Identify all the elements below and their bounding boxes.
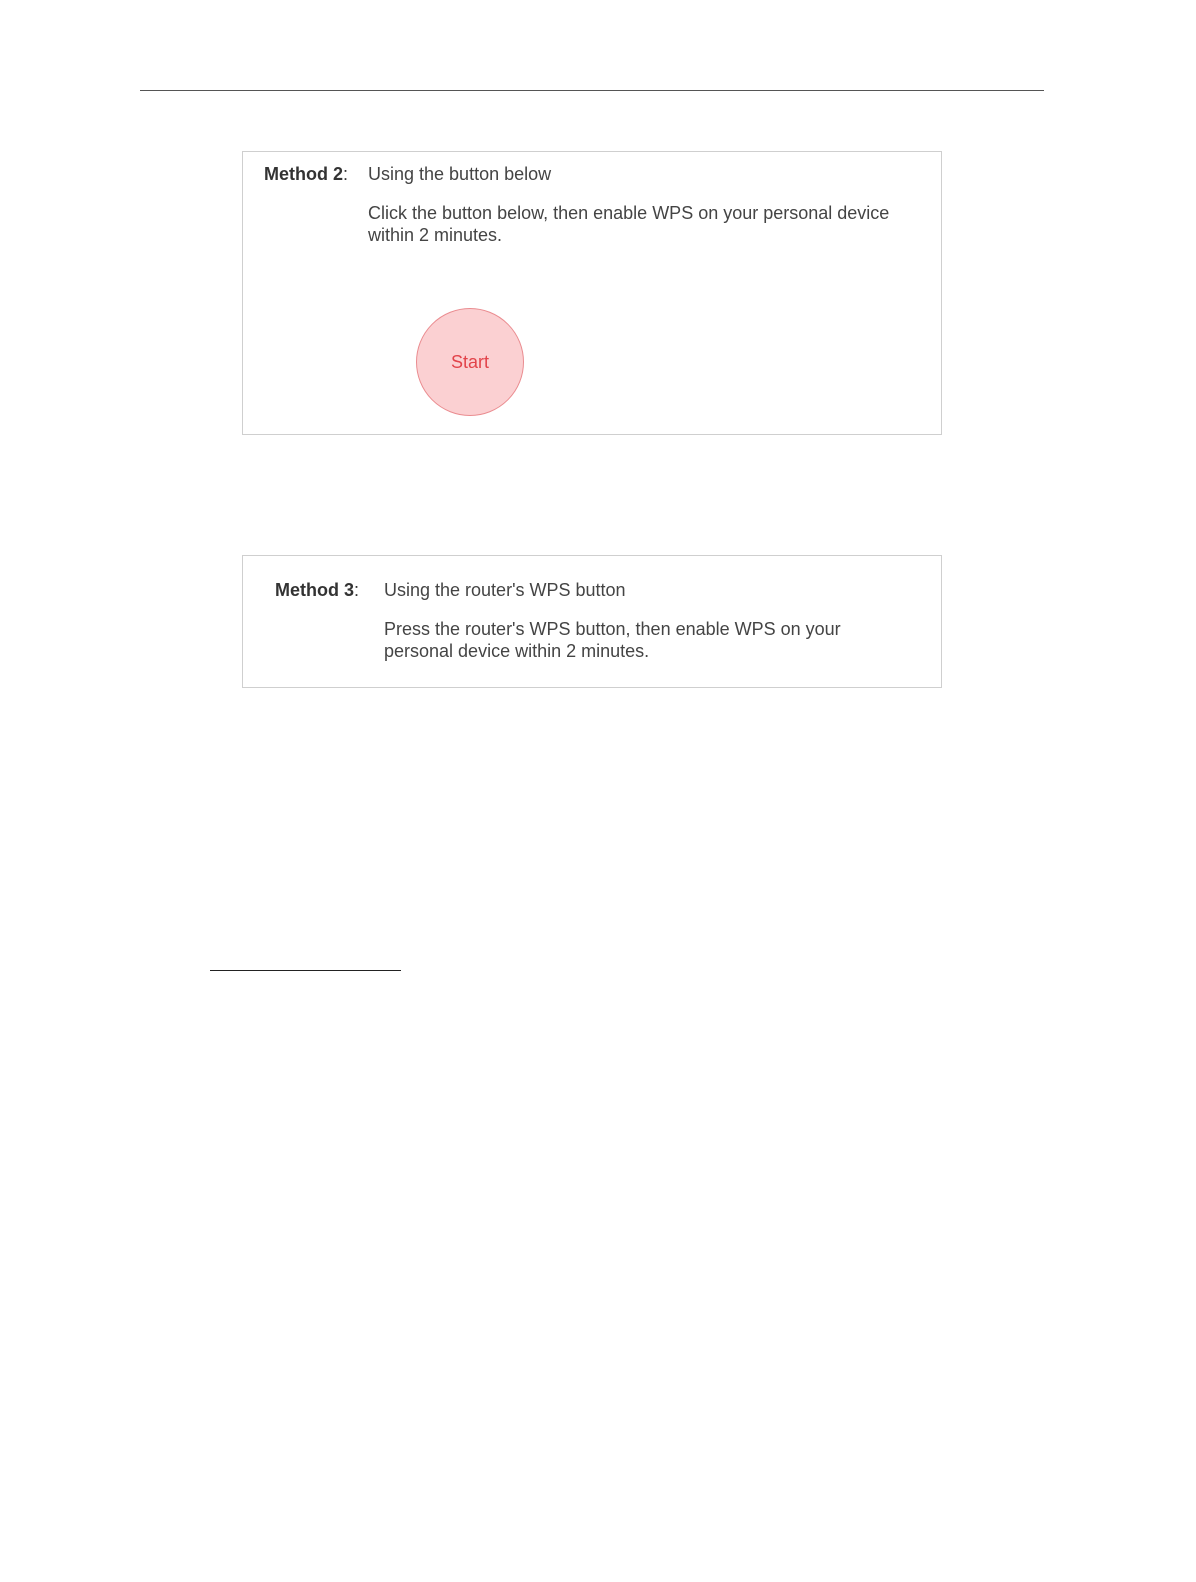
method-2-title: Using the button below: [368, 164, 552, 184]
method-3-label-text: Method 3: [275, 580, 354, 600]
header-rule: [140, 90, 1044, 91]
method-2-description: Click the button below, then enable WPS on your personal device within 2 minutes.: [368, 203, 890, 245]
method-3-panel: [242, 555, 942, 688]
method-2-panel: [242, 151, 942, 435]
start-button[interactable]: Start: [416, 308, 524, 416]
method-3-description: Press the router's WPS button, then enable WPS on your personal device within 2 minutes.: [384, 619, 841, 661]
method-3-label: [275, 580, 359, 601]
footnote-rule: [210, 970, 401, 971]
method-2-label: [264, 164, 348, 185]
method-2-label-text: Method 2: [264, 164, 343, 184]
method-2-label-colon: :: [343, 164, 349, 184]
method-3-label-colon: :: [354, 580, 360, 600]
method-3-title: Using the router's WPS button: [384, 580, 626, 600]
